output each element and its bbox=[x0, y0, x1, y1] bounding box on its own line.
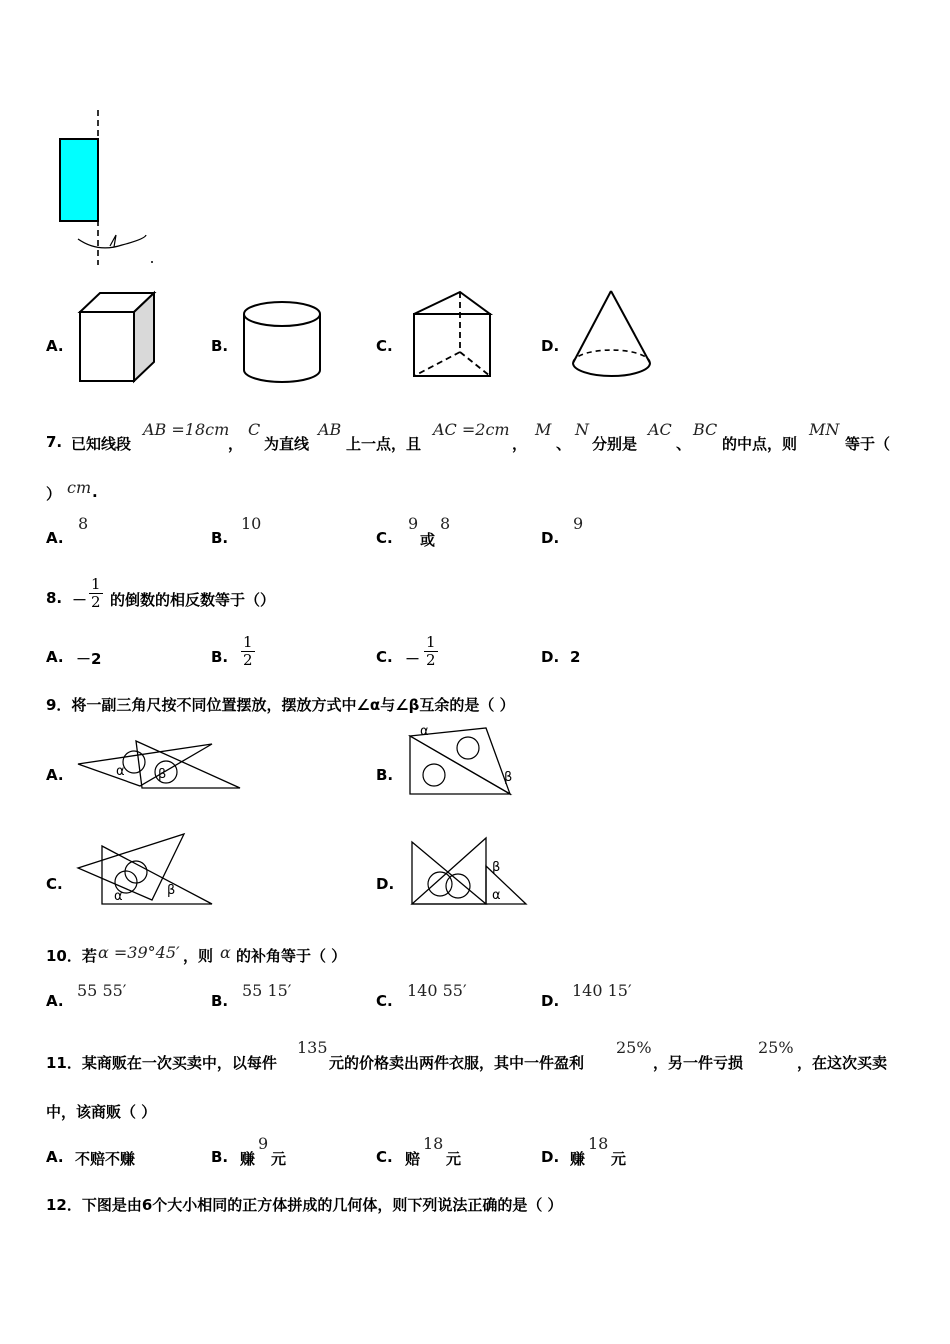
q10-math-alpha: α bbox=[220, 943, 231, 962]
triangular-prism-figure bbox=[410, 290, 494, 380]
q7-math-cm: cm bbox=[67, 478, 92, 497]
q8-option-c-letter: C. bbox=[376, 648, 393, 666]
q7-text-8: . bbox=[92, 483, 98, 501]
q7-math-m: M bbox=[535, 420, 552, 439]
q11-math-profit: 25% bbox=[616, 1038, 652, 1057]
q7-option-c-or: 或 bbox=[420, 531, 436, 549]
q11-option-c-pre: 赔 bbox=[405, 1150, 421, 1168]
q7-text-1: 已知线段 bbox=[71, 435, 132, 453]
set-square-figure-b bbox=[406, 722, 518, 800]
q9d-beta: β bbox=[492, 860, 501, 875]
q12-question: 12．下图是由6个大小相同的正方体拼成的几何体，则下列说法正确的是（ ） bbox=[46, 1196, 563, 1214]
q6-option-c-letter: C. bbox=[376, 337, 393, 355]
q7-option-b-value: 10 bbox=[241, 514, 262, 533]
q7-option-d-value: 9 bbox=[573, 514, 584, 533]
q11-option-c-post: 元 bbox=[446, 1150, 462, 1168]
q9a-beta: β bbox=[158, 767, 167, 782]
q10-option-a-value: 55 55′ bbox=[77, 981, 127, 1000]
q6-option-a-letter: A. bbox=[46, 337, 64, 355]
q10-option-b-value: 55 15′ bbox=[242, 981, 292, 1000]
q7-option-a-letter: A. bbox=[46, 529, 64, 547]
q7-comma-2: ， bbox=[512, 435, 528, 453]
q7-math-ab-2: AB bbox=[318, 420, 342, 439]
q7-text-5: 的中点，则 bbox=[722, 435, 798, 453]
q11-math-price: 135 bbox=[297, 1038, 328, 1057]
q7-text-6: 等于（ bbox=[845, 435, 891, 453]
q7-math-bc: BC bbox=[693, 420, 718, 439]
q8-number: 8. bbox=[46, 589, 63, 607]
q7-text-2: 为直线 bbox=[264, 435, 310, 453]
q10-text-3: 的补角等于（ ） bbox=[236, 947, 347, 965]
set-square-figure-c bbox=[76, 832, 216, 908]
q8-fraction bbox=[89, 576, 103, 611]
q10-option-c-letter: C. bbox=[376, 992, 393, 1010]
q7-math-c: C bbox=[248, 420, 261, 439]
q8-option-b-letter: B. bbox=[211, 648, 229, 666]
q7-text-7: ） bbox=[46, 485, 62, 503]
q10-text-1: 10．若 bbox=[46, 947, 97, 965]
q7-number: 7. bbox=[46, 433, 63, 451]
q10-option-d-value: 140 15′ bbox=[572, 981, 632, 1000]
q7-option-c-value: 9 bbox=[408, 514, 419, 533]
q8-text: 的倒数的相反数等于（） bbox=[110, 591, 276, 609]
q11-option-a-text: 不赔不赚 bbox=[75, 1150, 136, 1168]
set-square-figure-a bbox=[76, 734, 244, 794]
q9c-alpha: α bbox=[114, 889, 123, 904]
q8-fraction-num: 1 bbox=[91, 575, 101, 593]
q11-text-1: 11．某商贩在一次买卖中，以每件 bbox=[46, 1054, 277, 1072]
q7-text-4: 分别是 bbox=[592, 435, 638, 453]
q11-text-5: 中，该商贩（ ） bbox=[46, 1103, 157, 1121]
q7-option-c-letter: C. bbox=[376, 529, 393, 547]
q7-option-a-value: 8 bbox=[78, 514, 89, 533]
q7-sep-1: 、 bbox=[556, 435, 572, 453]
q7-sep-2: 、 bbox=[676, 435, 692, 453]
q7-comma-1: ， bbox=[228, 435, 244, 453]
q11-math-loss: 25% bbox=[758, 1038, 794, 1057]
q9c-beta: β bbox=[167, 883, 176, 898]
q7-option-c-value-2: 8 bbox=[440, 514, 451, 533]
q11-option-d-pre: 赚 bbox=[570, 1150, 586, 1168]
q8-option-b-fraction bbox=[241, 634, 255, 669]
q9-option-d-letter: D. bbox=[376, 875, 395, 893]
q8-option-a-letter: A. bbox=[46, 648, 64, 666]
q9b-alpha: α bbox=[420, 724, 429, 739]
q11-text-2: 元的价格卖出两件衣服，其中一件盈利 bbox=[329, 1054, 585, 1072]
q10-option-d-letter: D. bbox=[541, 992, 560, 1010]
q10-option-b-letter: B. bbox=[211, 992, 229, 1010]
q7-option-b-letter: B. bbox=[211, 529, 229, 547]
q8-option-d-text: 2 bbox=[570, 648, 581, 666]
cone-figure bbox=[570, 289, 654, 381]
q9-option-c-letter: C. bbox=[46, 875, 63, 893]
q8-option-b-den: 2 bbox=[243, 651, 253, 669]
q11-option-a-letter: A. bbox=[46, 1148, 64, 1166]
q7-math-ab: AB =18cm bbox=[143, 420, 230, 439]
q6-option-d-letter: D. bbox=[541, 337, 560, 355]
q10-text-2: ，则 bbox=[183, 947, 214, 965]
q10-option-a-letter: A. bbox=[46, 992, 64, 1010]
q6-option-b-letter: B. bbox=[211, 337, 229, 355]
q11-option-b-value: 9 bbox=[258, 1134, 269, 1153]
q10-option-c-value: 140 55′ bbox=[407, 981, 467, 1000]
q9-option-a-letter: A. bbox=[46, 766, 64, 784]
q11-option-c-value: 18 bbox=[423, 1134, 444, 1153]
q11-option-b-letter: B. bbox=[211, 1148, 229, 1166]
q8-option-c-den: 2 bbox=[426, 651, 436, 669]
q9d-alpha: α bbox=[492, 888, 501, 903]
q11-option-c-letter: C. bbox=[376, 1148, 393, 1166]
cube-figure bbox=[78, 292, 158, 384]
q7-math-mn: MN bbox=[809, 420, 840, 439]
q8-option-c-fraction bbox=[424, 634, 438, 669]
q8-option-b-num: 1 bbox=[243, 633, 253, 651]
q10-math-alpha-value: α =39°45′ bbox=[98, 943, 180, 962]
q9a-alpha: α bbox=[116, 764, 125, 779]
q9b-beta: β bbox=[504, 770, 513, 785]
q11-option-d-letter: D. bbox=[541, 1148, 560, 1166]
q7-option-d-letter: D. bbox=[541, 529, 560, 547]
q9-question: 9．将一副三角尺按不同位置摆放，摆放方式中∠α与∠β互余的是（ ） bbox=[46, 696, 515, 714]
q11-text-3: ，另一件亏损 bbox=[653, 1054, 744, 1072]
q8-option-d-letter: D. bbox=[541, 648, 560, 666]
q8-option-c-num: 1 bbox=[426, 633, 436, 651]
rotation-figure bbox=[50, 105, 160, 270]
q11-text-4: ，在这次买卖 bbox=[797, 1054, 888, 1072]
q7-math-n: N bbox=[575, 420, 589, 439]
q8-option-a-text: －2 bbox=[76, 650, 102, 668]
q11-option-b-pre: 赚 bbox=[240, 1150, 256, 1168]
q9-option-b-letter: B. bbox=[376, 766, 394, 784]
q11-option-d-post: 元 bbox=[611, 1150, 627, 1168]
q11-option-d-value: 18 bbox=[588, 1134, 609, 1153]
q8-minus: － bbox=[72, 591, 88, 609]
q7-math-ac-2: AC bbox=[648, 420, 672, 439]
q8-option-c-minus: － bbox=[405, 650, 421, 668]
q7-text-3: 上一点，且 bbox=[346, 435, 422, 453]
q11-option-b-post: 元 bbox=[271, 1150, 287, 1168]
cylinder-figure bbox=[242, 300, 324, 386]
q7-math-ac: AC =2cm bbox=[433, 420, 510, 439]
q8-fraction-den: 2 bbox=[91, 593, 101, 611]
set-square-figure-d bbox=[406, 834, 530, 910]
